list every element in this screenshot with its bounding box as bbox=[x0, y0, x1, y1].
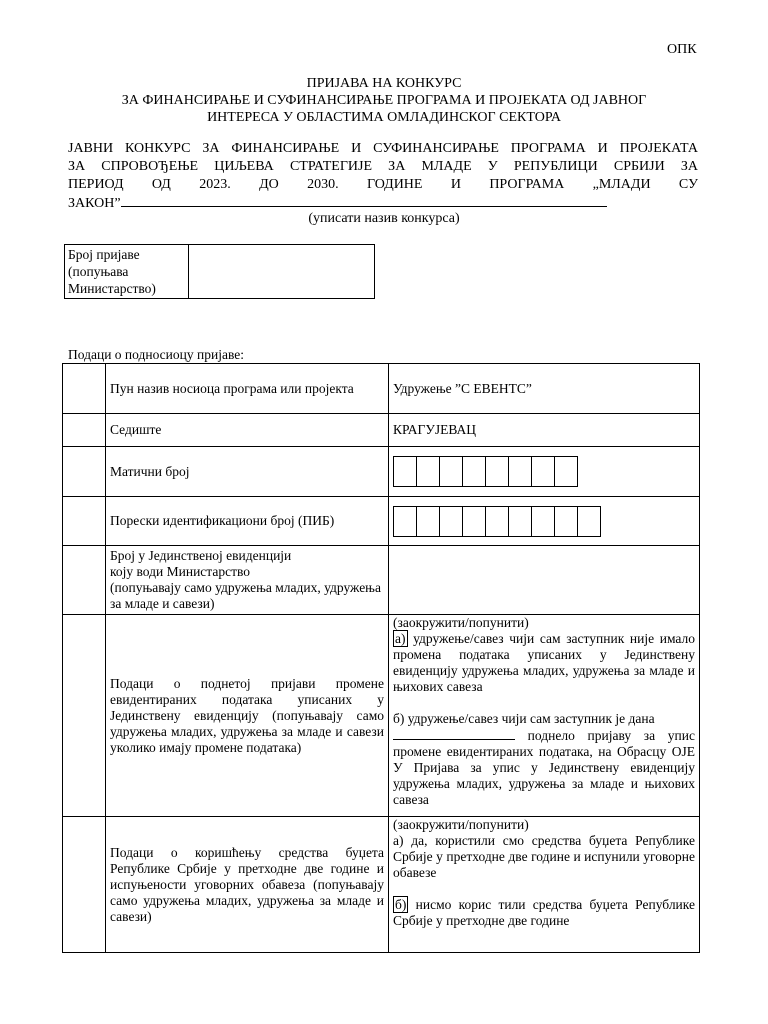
change-request-instruction: (заокружити/попунити) bbox=[393, 615, 529, 630]
registration-label-line: Број пријаве bbox=[68, 247, 140, 262]
ministry-record-value[interactable] bbox=[389, 546, 700, 615]
title-line-2: ЗА ФИНАНСИРАЊЕ И СУФИНАНСИРАЊЕ ПРОГРАМА И ПРОЈЕКАТА ОД ЈАВНОГ bbox=[121, 93, 647, 108]
budget-use-option-a[interactable]: а) да, користили смо средства буџета Републике Србије у претходне две године и испунили уговорне обавезе bbox=[393, 833, 695, 880]
ministry-record-label bbox=[106, 546, 389, 615]
registration-label-line: Министарство) bbox=[68, 281, 156, 296]
digit-box[interactable] bbox=[416, 456, 440, 487]
contest-name-blank[interactable] bbox=[121, 194, 607, 207]
digit-box[interactable] bbox=[393, 456, 417, 487]
tax-id-digits bbox=[393, 506, 695, 537]
option-a-text: удружење/савез чији сам заступник није имало промена података уписаних у Јединствену евиденцију удружења младих, удружења за младе и њихових савеза bbox=[393, 631, 695, 694]
ministry-record-label-line: (попуњавају само удружења младих, удружења за младе и савези) bbox=[110, 580, 381, 611]
row-number-cell bbox=[63, 414, 106, 447]
digit-box[interactable] bbox=[531, 456, 555, 487]
digit-box[interactable] bbox=[531, 506, 555, 537]
table-row bbox=[63, 615, 700, 817]
row-number-cell bbox=[63, 497, 106, 546]
change-request-label: Подаци о поднетој пријави промене евидентираних података уписаних у Јединствену евиденцију (попуњавају само удружења младих, удружења за младе и савези уколико имају промене података) bbox=[106, 615, 389, 817]
digit-box[interactable] bbox=[554, 506, 578, 537]
digit-box[interactable] bbox=[508, 506, 532, 537]
contest-line-4-text: ЗАКОН” bbox=[68, 196, 121, 211]
contest-line-2: ЗА СПРОВОЂЕЊЕ ЦИЉЕВА СТРАТЕГИЈЕ ЗА МЛАДЕ У РЕПУБЛИЦИ СРБИЈИ ЗА bbox=[68, 159, 698, 174]
contest-note: (уписати назив конкурса) bbox=[308, 211, 460, 226]
applicant-name-value[interactable]: Удружење ”С ЕВЕНТС” bbox=[389, 364, 700, 414]
digit-box[interactable] bbox=[393, 506, 417, 537]
seat-label: Седиште bbox=[106, 414, 389, 447]
applicant-table bbox=[62, 363, 700, 953]
ministry-record-label-line: Број у Јединственој евиденцији bbox=[110, 548, 292, 563]
row-number-cell bbox=[63, 615, 106, 817]
applicant-section-label: Подаци о подносиоцу пријаве: bbox=[68, 347, 244, 362]
date-blank[interactable] bbox=[393, 727, 515, 740]
row-number-cell bbox=[63, 364, 106, 414]
change-request-option-a[interactable] bbox=[393, 631, 695, 695]
change-request-option-b[interactable] bbox=[393, 711, 695, 808]
budget-use-label: Подаци о коришћењу средства буџета Републике Србије у претходне две године и испуњености уговорних обавеза (попуњавају само удружења младих, удружења за младе и савези) bbox=[106, 817, 389, 953]
ministry-record-label-line: коју води Министарство bbox=[110, 564, 251, 579]
registration-value-field[interactable] bbox=[189, 245, 375, 299]
option-b-text-1: б) удружење/савез чији сам заступник је дана bbox=[393, 711, 655, 726]
table-row bbox=[63, 497, 700, 546]
tax-id-label: Порески идентификациони број (ПИБ) bbox=[106, 497, 389, 546]
digit-box[interactable] bbox=[462, 456, 486, 487]
option-b-text: нисмо корис тили средства буџета Републике Србије у претходне две године bbox=[393, 897, 695, 928]
change-request-options bbox=[389, 615, 700, 817]
table-row bbox=[63, 447, 700, 497]
form-title bbox=[0, 75, 768, 126]
digit-box[interactable] bbox=[485, 506, 509, 537]
contest-line-3: ПЕРИОД ОД 2023. ДО 2030. ГОДИНЕ И ПРОГРАМА „МЛАДИ СУ bbox=[68, 177, 698, 192]
row-number-cell bbox=[63, 546, 106, 615]
registration-label bbox=[65, 245, 189, 299]
budget-use-option-b[interactable] bbox=[393, 897, 695, 929]
digit-box[interactable] bbox=[577, 506, 601, 537]
table-row bbox=[63, 364, 700, 414]
budget-use-instruction: (заокружити/попунити) bbox=[393, 817, 529, 832]
digit-box[interactable] bbox=[508, 456, 532, 487]
title-line-1: ПРИЈАВА НА КОНКУРС bbox=[306, 76, 462, 91]
form-code: ОПК bbox=[667, 42, 697, 57]
registration-number-value bbox=[389, 447, 700, 497]
table-row bbox=[63, 817, 700, 953]
option-b-text-2: поднело пријаву за упис промене евидентираних података, на Обрасцу ОЈЕ У Пријава за упис у Јединствену евиденцију удружења младих, удружења за младе и њихових савеза bbox=[393, 728, 695, 807]
contest-name bbox=[68, 140, 698, 213]
digit-box[interactable] bbox=[462, 506, 486, 537]
digit-box[interactable] bbox=[439, 456, 463, 487]
row-number-cell bbox=[63, 817, 106, 953]
registration-label-line: (попуњава bbox=[68, 264, 129, 279]
option-a-mark[interactable]: а) bbox=[395, 631, 406, 646]
table-row bbox=[63, 414, 700, 447]
row-number-cell bbox=[63, 447, 106, 497]
digit-box[interactable] bbox=[439, 506, 463, 537]
seat-value[interactable]: КРАГУЈЕВАЦ bbox=[389, 414, 700, 447]
registration-number-label: Матични број bbox=[106, 447, 389, 497]
registration-number-table bbox=[64, 244, 375, 299]
applicant-name-label: Пун назив носиоца програма или пројекта bbox=[106, 364, 389, 414]
digit-box[interactable] bbox=[554, 456, 578, 487]
registration-number-digits bbox=[393, 456, 695, 487]
title-line-3: ИНТЕРЕСА У ОБЛАСТИМА ОМЛАДИНСКОГ СЕКТОРА bbox=[207, 110, 561, 125]
digit-box[interactable] bbox=[416, 506, 440, 537]
table-row bbox=[63, 546, 700, 615]
contest-line-1: ЈАВНИ КОНКУРС ЗА ФИНАНСИРАЊЕ И СУФИНАНСИРАЊЕ ПРОГРАМА И ПРОЈЕКАТА bbox=[68, 141, 698, 156]
budget-use-options bbox=[389, 817, 700, 953]
digit-box[interactable] bbox=[485, 456, 509, 487]
tax-id-value bbox=[389, 497, 700, 546]
option-b-mark[interactable]: б) bbox=[395, 897, 407, 912]
